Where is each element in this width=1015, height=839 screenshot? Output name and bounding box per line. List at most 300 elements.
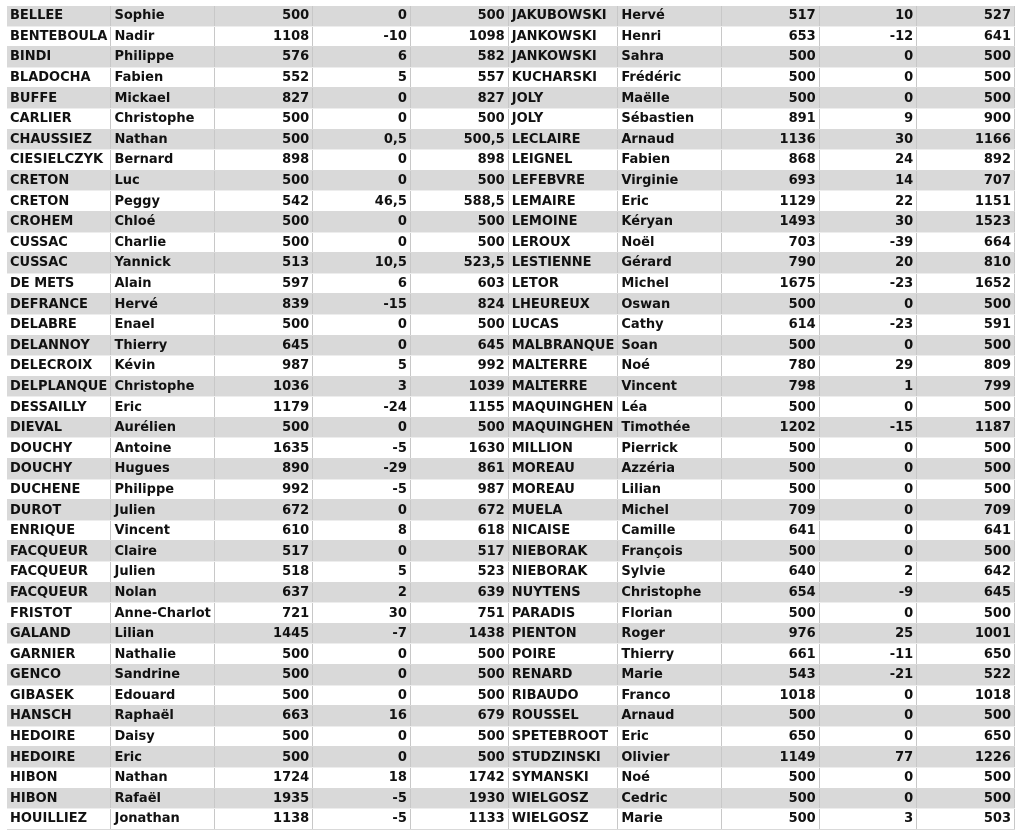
change-cell[interactable]: 0 [313,170,411,191]
change-cell[interactable]: 0 [819,335,916,356]
first-name-cell[interactable]: Franco [618,685,722,706]
new-rating-cell[interactable]: 650 [917,644,1015,665]
new-rating-cell[interactable]: 500 [410,644,508,665]
first-name-cell[interactable]: Daisy [111,726,215,747]
change-cell[interactable]: 0 [313,211,411,232]
first-name-cell[interactable]: Vincent [111,520,215,541]
last-name-cell[interactable]: PARADIS [508,603,618,624]
first-name-cell[interactable]: Fabien [111,67,215,88]
last-name-cell[interactable]: CRETON [7,170,111,191]
first-name-cell[interactable]: Eric [618,726,722,747]
rating-cell[interactable]: 1136 [721,129,819,150]
change-cell[interactable]: 0 [313,541,411,562]
new-rating-cell[interactable]: 898 [410,150,508,171]
first-name-cell[interactable]: Aurélien [111,417,215,438]
rating-cell[interactable]: 1036 [215,376,313,397]
last-name-cell[interactable]: HEDOIRE [7,747,111,768]
rating-cell[interactable]: 500 [721,603,819,624]
rating-cell[interactable]: 987 [215,356,313,377]
change-cell[interactable]: 9 [819,108,916,129]
new-rating-cell[interactable]: 645 [410,335,508,356]
first-name-cell[interactable]: Hervé [618,6,722,26]
rating-cell[interactable]: 976 [721,623,819,644]
change-cell[interactable]: 0 [819,788,916,809]
last-name-cell[interactable]: STUDZINSKI [508,747,618,768]
new-rating-cell[interactable]: 517 [410,541,508,562]
change-cell[interactable]: 5 [313,562,411,583]
new-rating-cell[interactable]: 582 [410,47,508,68]
new-rating-cell[interactable]: 1018 [917,685,1015,706]
rating-cell[interactable]: 517 [721,6,819,26]
change-cell[interactable]: 46,5 [313,191,411,212]
new-rating-cell[interactable]: 900 [917,108,1015,129]
rating-cell[interactable]: 614 [721,314,819,335]
first-name-cell[interactable]: Luc [111,170,215,191]
rating-cell[interactable]: 703 [721,232,819,253]
last-name-cell[interactable]: GALAND [7,623,111,644]
last-name-cell[interactable]: LEFEBVRE [508,170,618,191]
new-rating-cell[interactable]: 827 [410,88,508,109]
rating-cell[interactable]: 500 [215,6,313,26]
new-rating-cell[interactable]: 1652 [917,273,1015,294]
new-rating-cell[interactable]: 1151 [917,191,1015,212]
new-rating-cell[interactable]: 500 [917,459,1015,480]
rating-cell[interactable]: 672 [215,500,313,521]
first-name-cell[interactable]: Léa [618,397,722,418]
first-name-cell[interactable]: Jonathan [111,809,215,830]
rating-cell[interactable]: 653 [721,26,819,47]
new-rating-cell[interactable]: 1133 [410,809,508,830]
rating-cell[interactable]: 513 [215,253,313,274]
first-name-cell[interactable]: Hervé [111,294,215,315]
first-name-cell[interactable]: Sandrine [111,665,215,686]
last-name-cell[interactable]: DELANNOY [7,335,111,356]
rating-cell[interactable]: 1138 [215,809,313,830]
first-name-cell[interactable]: Marie [618,809,722,830]
rating-cell[interactable]: 542 [215,191,313,212]
new-rating-cell[interactable]: 642 [917,562,1015,583]
last-name-cell[interactable]: LETOR [508,273,618,294]
last-name-cell[interactable]: JANKOWSKI [508,47,618,68]
change-cell[interactable]: 30 [819,211,916,232]
first-name-cell[interactable]: Henri [618,26,722,47]
new-rating-cell[interactable]: 603 [410,273,508,294]
rating-cell[interactable]: 500 [721,47,819,68]
rating-cell[interactable]: 641 [721,520,819,541]
first-name-cell[interactable]: Philippe [111,47,215,68]
last-name-cell[interactable]: BENTEBOULA [7,26,111,47]
change-cell[interactable]: 0 [819,397,916,418]
rating-cell[interactable]: 500 [215,129,313,150]
change-cell[interactable]: 10 [819,6,916,26]
new-rating-cell[interactable]: 500 [410,108,508,129]
first-name-cell[interactable]: Sophie [111,6,215,26]
change-cell[interactable]: 0 [313,335,411,356]
new-rating-cell[interactable]: 591 [917,314,1015,335]
new-rating-cell[interactable]: 1166 [917,129,1015,150]
first-name-cell[interactable]: Azzéria [618,459,722,480]
new-rating-cell[interactable]: 503 [917,809,1015,830]
first-name-cell[interactable]: Olivier [618,747,722,768]
rating-cell[interactable]: 500 [721,459,819,480]
new-rating-cell[interactable]: 641 [917,26,1015,47]
last-name-cell[interactable]: NIEBORAK [508,541,618,562]
first-name-cell[interactable]: Nadir [111,26,215,47]
last-name-cell[interactable]: HIBON [7,788,111,809]
first-name-cell[interactable]: Eric [618,191,722,212]
new-rating-cell[interactable]: 809 [917,356,1015,377]
rating-cell[interactable]: 500 [215,417,313,438]
change-cell[interactable]: 20 [819,253,916,274]
last-name-cell[interactable]: HOUILLIEZ [7,809,111,830]
change-cell[interactable]: -23 [819,314,916,335]
first-name-cell[interactable]: Roger [618,623,722,644]
rating-cell[interactable]: 798 [721,376,819,397]
last-name-cell[interactable]: LHEUREUX [508,294,618,315]
change-cell[interactable]: 29 [819,356,916,377]
last-name-cell[interactable]: CROHEM [7,211,111,232]
rating-cell[interactable]: 1018 [721,685,819,706]
new-rating-cell[interactable]: 664 [917,232,1015,253]
first-name-cell[interactable]: Edouard [111,685,215,706]
last-name-cell[interactable]: PIENTON [508,623,618,644]
first-name-cell[interactable]: Gérard [618,253,722,274]
rating-cell[interactable]: 517 [215,541,313,562]
first-name-cell[interactable]: Antoine [111,438,215,459]
new-rating-cell[interactable]: 1226 [917,747,1015,768]
last-name-cell[interactable]: NICAISE [508,520,618,541]
last-name-cell[interactable]: DE METS [7,273,111,294]
rating-cell[interactable]: 693 [721,170,819,191]
rating-cell[interactable]: 543 [721,665,819,686]
rating-cell[interactable]: 663 [215,706,313,727]
change-cell[interactable]: 0 [819,541,916,562]
last-name-cell[interactable]: MALTERRE [508,376,618,397]
first-name-cell[interactable]: Sébastien [618,108,722,129]
change-cell[interactable]: 0 [819,479,916,500]
first-name-cell[interactable]: Nathan [111,767,215,788]
last-name-cell[interactable]: MOREAU [508,479,618,500]
change-cell[interactable]: 0 [819,294,916,315]
change-cell[interactable]: 16 [313,706,411,727]
first-name-cell[interactable]: Philippe [111,479,215,500]
first-name-cell[interactable]: Timothée [618,417,722,438]
change-cell[interactable]: 5 [313,356,411,377]
new-rating-cell[interactable]: 1155 [410,397,508,418]
change-cell[interactable]: 0 [313,747,411,768]
change-cell[interactable]: -39 [819,232,916,253]
first-name-cell[interactable]: Virginie [618,170,722,191]
change-cell[interactable]: 2 [819,562,916,583]
last-name-cell[interactable]: LEROUX [508,232,618,253]
first-name-cell[interactable]: Eric [111,397,215,418]
new-rating-cell[interactable]: 500 [410,665,508,686]
rating-cell[interactable]: 500 [721,809,819,830]
rating-cell[interactable]: 1675 [721,273,819,294]
rating-cell[interactable]: 640 [721,562,819,583]
new-rating-cell[interactable]: 500 [917,294,1015,315]
first-name-cell[interactable]: Rafaël [111,788,215,809]
change-cell[interactable]: -5 [313,788,411,809]
first-name-cell[interactable]: Cathy [618,314,722,335]
first-name-cell[interactable]: Yannick [111,253,215,274]
new-rating-cell[interactable]: 500 [410,417,508,438]
last-name-cell[interactable]: DOUCHY [7,459,111,480]
change-cell[interactable]: 0 [313,314,411,335]
change-cell[interactable]: 0 [819,67,916,88]
first-name-cell[interactable]: François [618,541,722,562]
change-cell[interactable]: 6 [313,47,411,68]
last-name-cell[interactable]: GENCO [7,665,111,686]
last-name-cell[interactable]: GIBASEK [7,685,111,706]
change-cell[interactable]: 0 [313,88,411,109]
new-rating-cell[interactable]: 500,5 [410,129,508,150]
rating-cell[interactable]: 1445 [215,623,313,644]
first-name-cell[interactable]: Thierry [618,644,722,665]
rating-cell[interactable]: 500 [215,314,313,335]
rating-cell[interactable]: 500 [215,170,313,191]
rating-cell[interactable]: 645 [215,335,313,356]
change-cell[interactable]: 0,5 [313,129,411,150]
new-rating-cell[interactable]: 500 [410,6,508,26]
new-rating-cell[interactable]: 1001 [917,623,1015,644]
first-name-cell[interactable]: Kévin [111,356,215,377]
first-name-cell[interactable]: Fabien [618,150,722,171]
last-name-cell[interactable]: CRETON [7,191,111,212]
last-name-cell[interactable]: ENRIQUE [7,520,111,541]
rating-cell[interactable]: 500 [215,232,313,253]
last-name-cell[interactable]: LESTIENNE [508,253,618,274]
first-name-cell[interactable]: Noé [618,356,722,377]
rating-cell[interactable]: 650 [721,726,819,747]
change-cell[interactable]: 0 [313,726,411,747]
rating-cell[interactable]: 1179 [215,397,313,418]
last-name-cell[interactable]: JOLY [508,108,618,129]
last-name-cell[interactable]: NUYTENS [508,582,618,603]
last-name-cell[interactable]: GARNIER [7,644,111,665]
change-cell[interactable]: 0 [313,665,411,686]
change-cell[interactable]: -24 [313,397,411,418]
first-name-cell[interactable]: Christophe [111,108,215,129]
last-name-cell[interactable]: DELPLANQUE [7,376,111,397]
rating-cell[interactable]: 500 [215,685,313,706]
change-cell[interactable]: -21 [819,665,916,686]
new-rating-cell[interactable]: 500 [917,88,1015,109]
last-name-cell[interactable]: NIEBORAK [508,562,618,583]
first-name-cell[interactable]: Vincent [618,376,722,397]
rating-cell[interactable]: 500 [215,747,313,768]
new-rating-cell[interactable]: 500 [410,170,508,191]
last-name-cell[interactable]: MAQUINGHEN [508,397,618,418]
last-name-cell[interactable]: HIBON [7,767,111,788]
first-name-cell[interactable]: Eric [111,747,215,768]
new-rating-cell[interactable]: 500 [410,211,508,232]
rating-cell[interactable]: 597 [215,273,313,294]
rating-cell[interactable]: 500 [721,294,819,315]
new-rating-cell[interactable]: 500 [917,706,1015,727]
first-name-cell[interactable]: Noé [618,767,722,788]
first-name-cell[interactable]: Cedric [618,788,722,809]
rating-cell[interactable]: 780 [721,356,819,377]
last-name-cell[interactable]: LECLAIRE [508,129,618,150]
new-rating-cell[interactable]: 500 [410,726,508,747]
rating-cell[interactable]: 1493 [721,211,819,232]
change-cell[interactable]: -23 [819,273,916,294]
change-cell[interactable]: 30 [819,129,916,150]
new-rating-cell[interactable]: 1187 [917,417,1015,438]
rating-cell[interactable]: 898 [215,150,313,171]
rating-cell[interactable]: 500 [215,726,313,747]
last-name-cell[interactable]: WIELGOSZ [508,788,618,809]
last-name-cell[interactable]: LEMOINE [508,211,618,232]
rating-cell[interactable]: 500 [215,108,313,129]
rating-cell[interactable]: 1724 [215,767,313,788]
last-name-cell[interactable]: MALTERRE [508,356,618,377]
new-rating-cell[interactable]: 707 [917,170,1015,191]
first-name-cell[interactable]: Marie [618,665,722,686]
change-cell[interactable]: -5 [313,479,411,500]
last-name-cell[interactable]: HEDOIRE [7,726,111,747]
change-cell[interactable]: 0 [313,6,411,26]
first-name-cell[interactable]: Lilian [111,623,215,644]
new-rating-cell[interactable]: 1742 [410,767,508,788]
new-rating-cell[interactable]: 527 [917,6,1015,26]
new-rating-cell[interactable]: 500 [917,335,1015,356]
new-rating-cell[interactable]: 500 [917,479,1015,500]
change-cell[interactable]: -15 [313,294,411,315]
change-cell[interactable]: 18 [313,767,411,788]
rating-cell[interactable]: 721 [215,603,313,624]
rating-cell[interactable]: 500 [721,479,819,500]
change-cell[interactable]: 0 [819,726,916,747]
last-name-cell[interactable]: SPETEBROOT [508,726,618,747]
change-cell[interactable]: 14 [819,170,916,191]
first-name-cell[interactable]: Enael [111,314,215,335]
last-name-cell[interactable]: DEFRANCE [7,294,111,315]
new-rating-cell[interactable]: 709 [917,500,1015,521]
last-name-cell[interactable]: CARLIER [7,108,111,129]
last-name-cell[interactable]: BLADOCHA [7,67,111,88]
rating-cell[interactable]: 827 [215,88,313,109]
rating-cell[interactable]: 1935 [215,788,313,809]
rating-cell[interactable]: 709 [721,500,819,521]
first-name-cell[interactable]: Thierry [111,335,215,356]
first-name-cell[interactable]: Julien [111,562,215,583]
change-cell[interactable]: 0 [313,108,411,129]
change-cell[interactable]: -5 [313,809,411,830]
last-name-cell[interactable]: RIBAUDO [508,685,618,706]
last-name-cell[interactable]: MALBRANQUE [508,335,618,356]
last-name-cell[interactable]: DIEVAL [7,417,111,438]
change-cell[interactable]: 24 [819,150,916,171]
rating-cell[interactable]: 992 [215,479,313,500]
new-rating-cell[interactable]: 1630 [410,438,508,459]
rating-cell[interactable]: 1202 [721,417,819,438]
last-name-cell[interactable]: MUELA [508,500,618,521]
first-name-cell[interactable]: Sylvie [618,562,722,583]
new-rating-cell[interactable]: 650 [917,726,1015,747]
new-rating-cell[interactable]: 522 [917,665,1015,686]
last-name-cell[interactable]: FACQUEUR [7,562,111,583]
new-rating-cell[interactable]: 523,5 [410,253,508,274]
new-rating-cell[interactable]: 500 [410,685,508,706]
new-rating-cell[interactable]: 500 [917,541,1015,562]
first-name-cell[interactable]: Anne-Charlot [111,603,215,624]
change-cell[interactable]: 0 [819,438,916,459]
new-rating-cell[interactable]: 992 [410,356,508,377]
first-name-cell[interactable]: Kéryan [618,211,722,232]
new-rating-cell[interactable]: 751 [410,603,508,624]
rating-cell[interactable]: 500 [721,541,819,562]
first-name-cell[interactable]: Nolan [111,582,215,603]
new-rating-cell[interactable]: 500 [917,397,1015,418]
first-name-cell[interactable]: Lilian [618,479,722,500]
change-cell[interactable]: 6 [313,273,411,294]
first-name-cell[interactable]: Soan [618,335,722,356]
change-cell[interactable]: 0 [819,47,916,68]
last-name-cell[interactable]: JANKOWSKI [508,26,618,47]
last-name-cell[interactable]: ROUSSEL [508,706,618,727]
first-name-cell[interactable]: Julien [111,500,215,521]
last-name-cell[interactable]: DELABRE [7,314,111,335]
new-rating-cell[interactable]: 1098 [410,26,508,47]
rating-cell[interactable]: 890 [215,459,313,480]
rating-cell[interactable]: 500 [721,335,819,356]
new-rating-cell[interactable]: 500 [917,47,1015,68]
change-cell[interactable]: 0 [819,685,916,706]
new-rating-cell[interactable]: 861 [410,459,508,480]
last-name-cell[interactable]: WIELGOSZ [508,809,618,830]
first-name-cell[interactable]: Christophe [111,376,215,397]
first-name-cell[interactable]: Michel [618,500,722,521]
last-name-cell[interactable]: BELLEE [7,6,111,26]
new-rating-cell[interactable]: 672 [410,500,508,521]
last-name-cell[interactable]: JAKUBOWSKI [508,6,618,26]
last-name-cell[interactable]: MAQUINGHEN [508,417,618,438]
new-rating-cell[interactable]: 588,5 [410,191,508,212]
last-name-cell[interactable]: FACQUEUR [7,541,111,562]
change-cell[interactable]: 30 [313,603,411,624]
last-name-cell[interactable]: DESSAILLY [7,397,111,418]
change-cell[interactable]: 0 [313,500,411,521]
rating-cell[interactable]: 1129 [721,191,819,212]
last-name-cell[interactable]: DUCHENE [7,479,111,500]
new-rating-cell[interactable]: 1930 [410,788,508,809]
new-rating-cell[interactable]: 1523 [917,211,1015,232]
change-cell[interactable]: 77 [819,747,916,768]
last-name-cell[interactable]: DELECROIX [7,356,111,377]
rating-cell[interactable]: 1108 [215,26,313,47]
rating-cell[interactable]: 891 [721,108,819,129]
first-name-cell[interactable]: Oswan [618,294,722,315]
change-cell[interactable]: -29 [313,459,411,480]
change-cell[interactable]: -11 [819,644,916,665]
new-rating-cell[interactable]: 523 [410,562,508,583]
last-name-cell[interactable]: LEMAIRE [508,191,618,212]
first-name-cell[interactable]: Pierrick [618,438,722,459]
change-cell[interactable]: -12 [819,26,916,47]
rating-cell[interactable]: 610 [215,520,313,541]
rating-cell[interactable]: 637 [215,582,313,603]
new-rating-cell[interactable]: 824 [410,294,508,315]
rating-cell[interactable]: 500 [721,767,819,788]
change-cell[interactable]: 0 [313,417,411,438]
new-rating-cell[interactable]: 639 [410,582,508,603]
rating-cell[interactable]: 500 [721,67,819,88]
last-name-cell[interactable]: POIRE [508,644,618,665]
new-rating-cell[interactable]: 892 [917,150,1015,171]
first-name-cell[interactable]: Chloé [111,211,215,232]
